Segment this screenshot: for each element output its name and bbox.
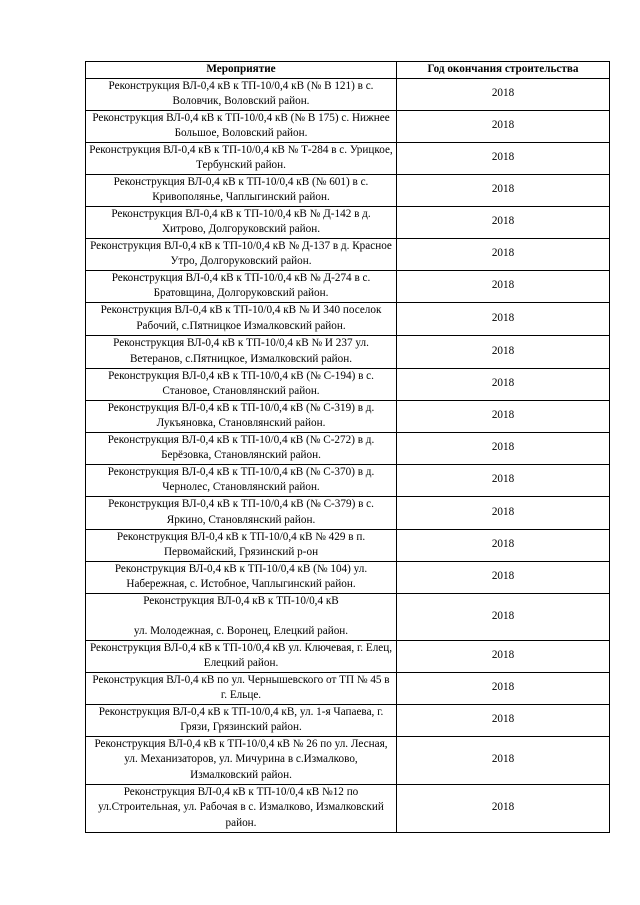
event-cell (86, 335, 397, 368)
completion-year-cell: 2018 (397, 78, 610, 110)
completion-year-cell: 2018 (397, 561, 610, 593)
table-row (86, 593, 610, 640)
event-cell (86, 110, 397, 142)
event-text: Реконструкция ВЛ-0,4 кВ к ТП-10/0,4 кВ № 26 по ул. Лесная, ул. Механизаторов, ул. Мичурина в с.Измалково, Измалковский район. (94, 737, 388, 781)
table-row (86, 704, 610, 736)
table-row (86, 672, 610, 704)
event-cell (86, 206, 397, 238)
event-cell (86, 704, 397, 736)
event-cell (86, 174, 397, 206)
table-header-row (86, 62, 610, 79)
completion-year-cell: 2018 (397, 464, 610, 496)
event-cell (86, 496, 397, 529)
event-text: Реконструкция ВЛ-0,4 кВ к ТП-10/0,4 кВ (№ С-194) в с. Становое, Становлянский район. (108, 369, 374, 397)
table-row (86, 640, 610, 672)
completion-year-cell: 2018 (397, 110, 610, 142)
event-text: Реконструкция ВЛ-0,4 кВ к ТП-10/0,4 кВ №12 по ул.Строительная, ул. Рабочая в с. Измалково, Измалковский район. (98, 785, 384, 829)
completion-year-cell: 2018 (397, 302, 610, 335)
event-text: Реконструкция ВЛ-0,4 кВ к ТП-10/0,4 кВ № Т-284 в с. Урицкое, Тербунский район. (89, 143, 393, 171)
event-text: Реконструкция ВЛ-0,4 кВ к ТП-10/0,4 кВ (№ 104) ул. Набережная, с. Истобное, Чаплыгинский район. (114, 562, 368, 590)
completion-year-cell: 2018 (397, 206, 610, 238)
event-cell (86, 640, 397, 672)
event-cell (86, 529, 397, 561)
completion-year-cell: 2018 (397, 593, 610, 640)
event-text: Реконструкция ВЛ-0,4 кВ к ТП-10/0,4 кВ (№ С-370) в д. Чернолес, Становлянский район. (107, 465, 375, 493)
table-row (86, 206, 610, 238)
table-row (86, 736, 610, 784)
event-text: Реконструкция ВЛ-0,4 кВ к ТП-10/0,4 кВ № Д-137 в д. Красное Утро, Долгоруковский район. (90, 239, 392, 267)
table-row (86, 78, 610, 110)
completion-year-cell: 2018 (397, 704, 610, 736)
event-cell (86, 593, 397, 640)
table-row (86, 464, 610, 496)
event-text: Реконструкция ВЛ-0,4 кВ по ул. Чернышевского от ТП № 45 в г. Ельце. (92, 673, 390, 701)
completion-year-cell: 2018 (397, 672, 610, 704)
completion-year-cell: 2018 (397, 784, 610, 832)
completion-year-cell: 2018 (397, 142, 610, 174)
blank-line (89, 609, 393, 624)
event-cell (86, 302, 397, 335)
table-row (86, 400, 610, 432)
event-text: Реконструкция ВЛ-0,4 кВ к ТП-10/0,4 кВ (№ В 175) с. Нижнее Большое, Воловский район. (92, 111, 390, 139)
event-cell (86, 400, 397, 432)
event-text: Реконструкция ВЛ-0,4 кВ к ТП-10/0,4 кВ № Д-142 в д. Хитрово, Долгоруковский район. (111, 207, 371, 235)
event-text: Реконструкция ВЛ-0,4 кВ к ТП-10/0,4 кВ (№ 601) в с. Кривополянье, Чаплыгинский район. (113, 175, 369, 203)
table-row (86, 335, 610, 368)
event-cell (86, 432, 397, 464)
completion-year-cell: 2018 (397, 400, 610, 432)
event-text: Реконструкция ВЛ-0,4 кВ к ТП-10/0,4 кВ (143, 594, 339, 607)
table-row (86, 432, 610, 464)
construction-schedule-table (85, 61, 610, 833)
completion-year-cell: 2018 (397, 432, 610, 464)
event-cell (86, 736, 397, 784)
event-cell (86, 784, 397, 832)
event-cell (86, 238, 397, 270)
table-row (86, 496, 610, 529)
event-cell (86, 464, 397, 496)
table-row (86, 368, 610, 400)
table-row (86, 784, 610, 832)
event-cell (86, 368, 397, 400)
event-cell (86, 270, 397, 302)
completion-year-cell: 2018 (397, 640, 610, 672)
event-text: Реконструкция ВЛ-0,4 кВ к ТП-10/0,4 кВ ул. Ключевая, г. Елец, Елецкий район. (89, 641, 393, 669)
event-cell (86, 142, 397, 174)
event-text: Реконструкция ВЛ-0,4 кВ к ТП-10/0,4 кВ (№ С-272) в д. Берёзовка, Становлянский район. (107, 433, 375, 461)
event-text: Реконструкция ВЛ-0,4 кВ к ТП-10/0,4 кВ № Д-274 в с. Братовщина, Долгоруковский район. (111, 271, 371, 299)
event-text: Реконструкция ВЛ-0,4 кВ к ТП-10/0,4 кВ № 429 в п. Первомайский, Грязинский р-он (116, 530, 366, 558)
completion-year-cell: 2018 (397, 174, 610, 206)
event-text: Реконструкция ВЛ-0,4 кВ к ТП-10/0,4 кВ (№ В 121) в с. Воловчик, Воловский район. (108, 79, 374, 107)
completion-year-cell: 2018 (397, 736, 610, 784)
table-row (86, 561, 610, 593)
table-body (86, 78, 610, 832)
completion-year-cell: 2018 (397, 496, 610, 529)
event-text: Реконструкция ВЛ-0,4 кВ к ТП-10/0,4 кВ, ул. 1-я Чапаева, г. Грязи, Грязинский район. (98, 705, 384, 733)
completion-year-cell: 2018 (397, 238, 610, 270)
event-text: Реконструкция ВЛ-0,4 кВ к ТП-10/0,4 кВ № И 237 ул. Ветеранов, с.Пятницкое, Измалковский район. (113, 337, 369, 365)
event-text: Реконструкция ВЛ-0,4 кВ к ТП-10/0,4 кВ № И 340 поселок Рабочий, с.Пятницкое Измалковский район. (100, 304, 382, 332)
table-row (86, 238, 610, 270)
table-row (86, 110, 610, 142)
header-completion-year: Год окончания строительства (397, 62, 610, 79)
table-row (86, 529, 610, 561)
event-text-continued: ул. Молодежная, с. Воронец, Елецкий район. (133, 625, 349, 637)
completion-year-cell: 2018 (397, 529, 610, 561)
event-cell (86, 561, 397, 593)
event-cell (86, 78, 397, 110)
completion-year-cell: 2018 (397, 335, 610, 368)
table-row (86, 142, 610, 174)
completion-year-cell: 2018 (397, 270, 610, 302)
event-text: Реконструкция ВЛ-0,4 кВ к ТП-10/0,4 кВ (№ С-319) в д. Лукъяновка, Становлянский район. (107, 401, 375, 429)
table-row (86, 270, 610, 302)
completion-year-cell: 2018 (397, 368, 610, 400)
table-row (86, 302, 610, 335)
event-text: Реконструкция ВЛ-0,4 кВ к ТП-10/0,4 кВ (№ С-379) в с. Яркино, Становлянский район. (108, 498, 374, 526)
table-row (86, 174, 610, 206)
event-cell (86, 672, 397, 704)
header-event: Мероприятие (86, 62, 397, 79)
